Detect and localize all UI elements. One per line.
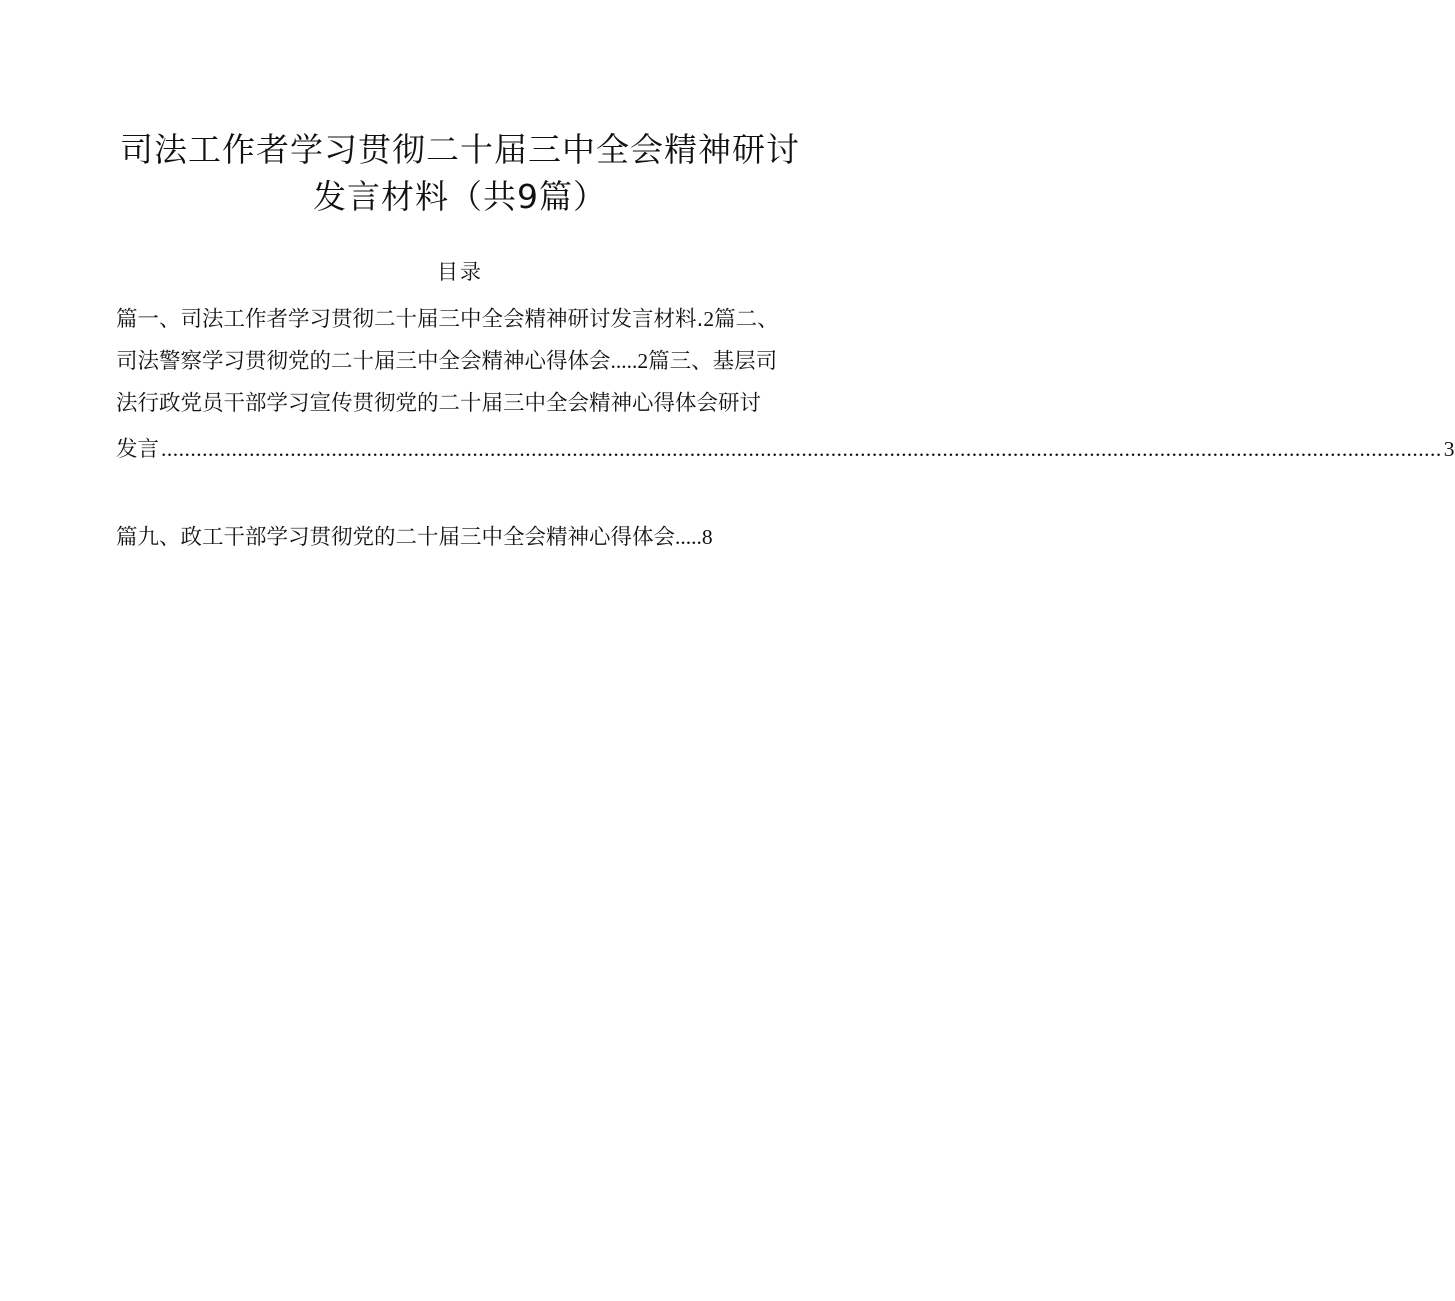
- document-title-line-1: 司法工作者学习贯彻二十届三中全会精神研讨: [120, 130, 800, 169]
- toc-entry-2-start[interactable]: 篇二、: [714, 307, 779, 332]
- toc-entry-9-leader: .....: [675, 525, 702, 549]
- toc-entry-3-start[interactable]: 篇三、基层司: [648, 349, 778, 374]
- toc-entry-1-page: 2: [703, 307, 715, 331]
- toc-entry-2-page: 2: [637, 349, 649, 373]
- document-title-line-2: 发言材料（共9篇）: [313, 177, 607, 216]
- toc-entry-9-page: 8: [701, 525, 713, 549]
- toc-line-3: [116, 389, 761, 419]
- toc-entry-9-title[interactable]: 篇九、政工干部学习贯彻党的二十届三中全会精神心得体会: [116, 525, 676, 550]
- toc-entry-2-leader: .....: [610, 349, 638, 373]
- toc-entry-3-title-end[interactable]: 发言: [116, 437, 160, 462]
- toc-heading: 目录: [437, 260, 483, 284]
- toc-entry-3-title-cont[interactable]: 法行政党员干部学习宣传贯彻党的二十届三中全会精神心得体会研讨: [116, 391, 762, 416]
- toc-entry-3-leader-row: [116, 434, 1455, 465]
- toc-entry-3-page: 3: [1443, 437, 1455, 461]
- toc-entry-1-title[interactable]: 篇一、司法工作者学习贯彻二十届三中全会精神研讨发言材料.: [116, 307, 704, 332]
- toc-line-1: [116, 304, 779, 335]
- toc-line-2: [116, 346, 777, 377]
- toc-line-5: [116, 522, 713, 553]
- toc-entry-3-dot-leader: ..........................................................................................................................................................................................................................: [161, 437, 1442, 461]
- toc-entry-2-title[interactable]: 司法警察学习贯彻党的二十届三中全会精神心得体会: [116, 349, 611, 374]
- toc-line-4: [116, 434, 1455, 465]
